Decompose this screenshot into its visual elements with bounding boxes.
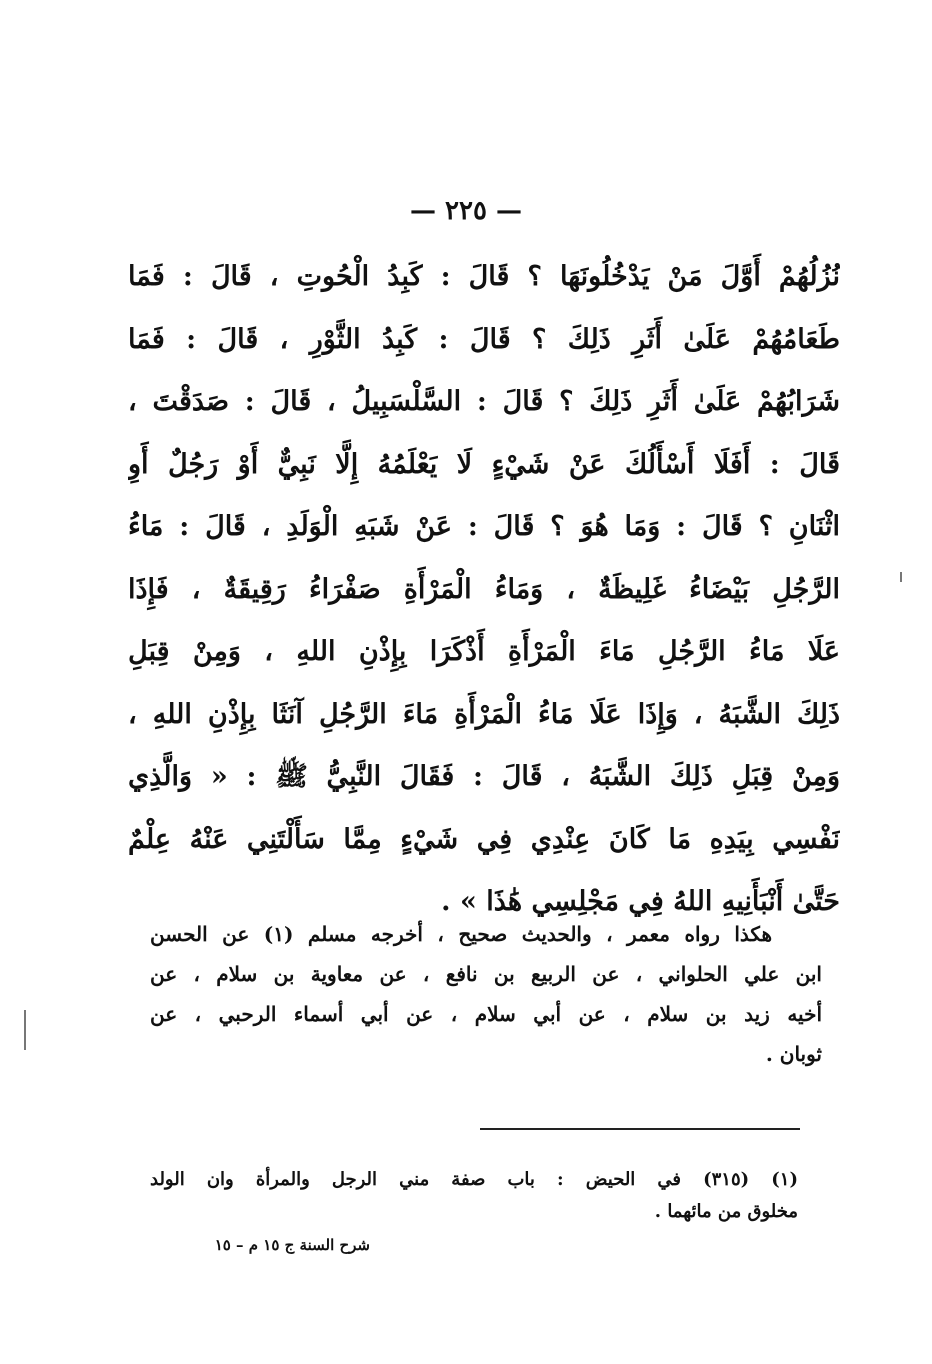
hadith-line: نَفْسِي بِيَدِهِ مَا كَانَ عِنْدِي فِي شَيْءٍ مِمَّا سَأَلْتَنِي عَنْهُ عِلْمٌ	[128, 823, 840, 855]
commentary-paragraph	[150, 914, 822, 1074]
scan-margin-mark	[900, 572, 902, 582]
hadith-line: عَلَا مَاءُ الرَّجُلِ مَاءَ الْمَرْأَةِ أَذْكَرَا بِإِذْنِ اللهِ ، وَمِنْ قِبَلِ	[128, 636, 840, 667]
commentary-line: ابن علي الحلواني ، عن الربيع بن نافع ، عن معاوية بن سلام ، عن	[150, 962, 822, 986]
hadith-line: طَعَامُهُمْ عَلَىٰ أَثَرِ ذَلِكَ ؟ قَالَ : كَبِدُ الثَّوْرِ ، قَالَ : فَمَا	[128, 323, 840, 355]
hadith-line: نُزُلُهُمْ أَوَّلَ مَنْ يَدْخُلُونَهَا ؟ قَالَ : كَبِدُ الْحُوتِ ، قَالَ : فَمَا	[128, 261, 840, 292]
book-signature: شرح السنة ج ١٥ م – ١٥	[214, 1236, 370, 1254]
hadith-line: الرَّجُلِ بَيْضَاءُ غَلِيظَةٌ ، وَمَاءُ الْمَرْأَةِ صَفْرَاءُ رَقِيقَةٌ ، فَإِذَا	[128, 573, 840, 605]
hadith-line: وَمِنْ قِبَلِ ذَلِكَ الشَّبَهُ ، قَالَ : فَقَالَ النَّبِيُّ ﷺ : « وَالَّذِي	[128, 761, 840, 792]
footnote-line: مخلوق من مائهما .	[654, 1201, 798, 1222]
hadith-line: اثْنَانِ ؟ قَالَ : وَمَا هُوَ ؟ قَالَ : عَنْ شَبَهِ الْوَلَدِ ، قَالَ : مَاءُ	[128, 511, 840, 542]
hadith-line: شَرَابُهُمْ عَلَىٰ أَثَرِ ذَلِكَ ؟ قَالَ : السَّلْسَبِيلُ ، قَالَ : صَدَقْتَ ،	[128, 386, 840, 417]
footnote-line: (١) (٣١٥) في الحيض : باب صفة مني الرجل والمرأة وان الولد	[150, 1169, 798, 1190]
commentary-line: ثوبان .	[765, 1042, 822, 1066]
hadith-text	[128, 246, 840, 934]
commentary-line: أخيه زيد بن سلام ، عن أبي سلام ، عن أبي أسماء الرحبي ، عن	[150, 1002, 822, 1026]
footnote	[150, 1164, 798, 1228]
commentary-line: هكذا رواه معمر ، والحديث صحيح ، أخرجه مسلم (١) عن الحسن	[150, 922, 772, 946]
hadith-line: حَتَّىٰ أَنْبَأَنِيهِ اللهُ فِي مَجْلِسِي هَٰذَا » .	[441, 886, 840, 917]
footnote-divider	[480, 1128, 800, 1130]
scan-margin-mark	[24, 1010, 26, 1050]
hadith-line: ذَلِكَ الشَّبَهُ ، وَإِذَا عَلَا مَاءُ الْمَرْأَةِ مَاءَ الرَّجُلِ آنَثَا بِإِذْنِ اللهِ ،	[128, 698, 840, 730]
hadith-line: قَالَ : أَفَلَا أَسْأَلُكَ عَنْ شَيْءٍ لَا يَعْلَمُهُ إِلَّا نَبِيٌّ أَوْ رَجُلٌ أَوِ	[128, 448, 840, 480]
page-number: — ٢٢٥ —	[409, 196, 523, 226]
